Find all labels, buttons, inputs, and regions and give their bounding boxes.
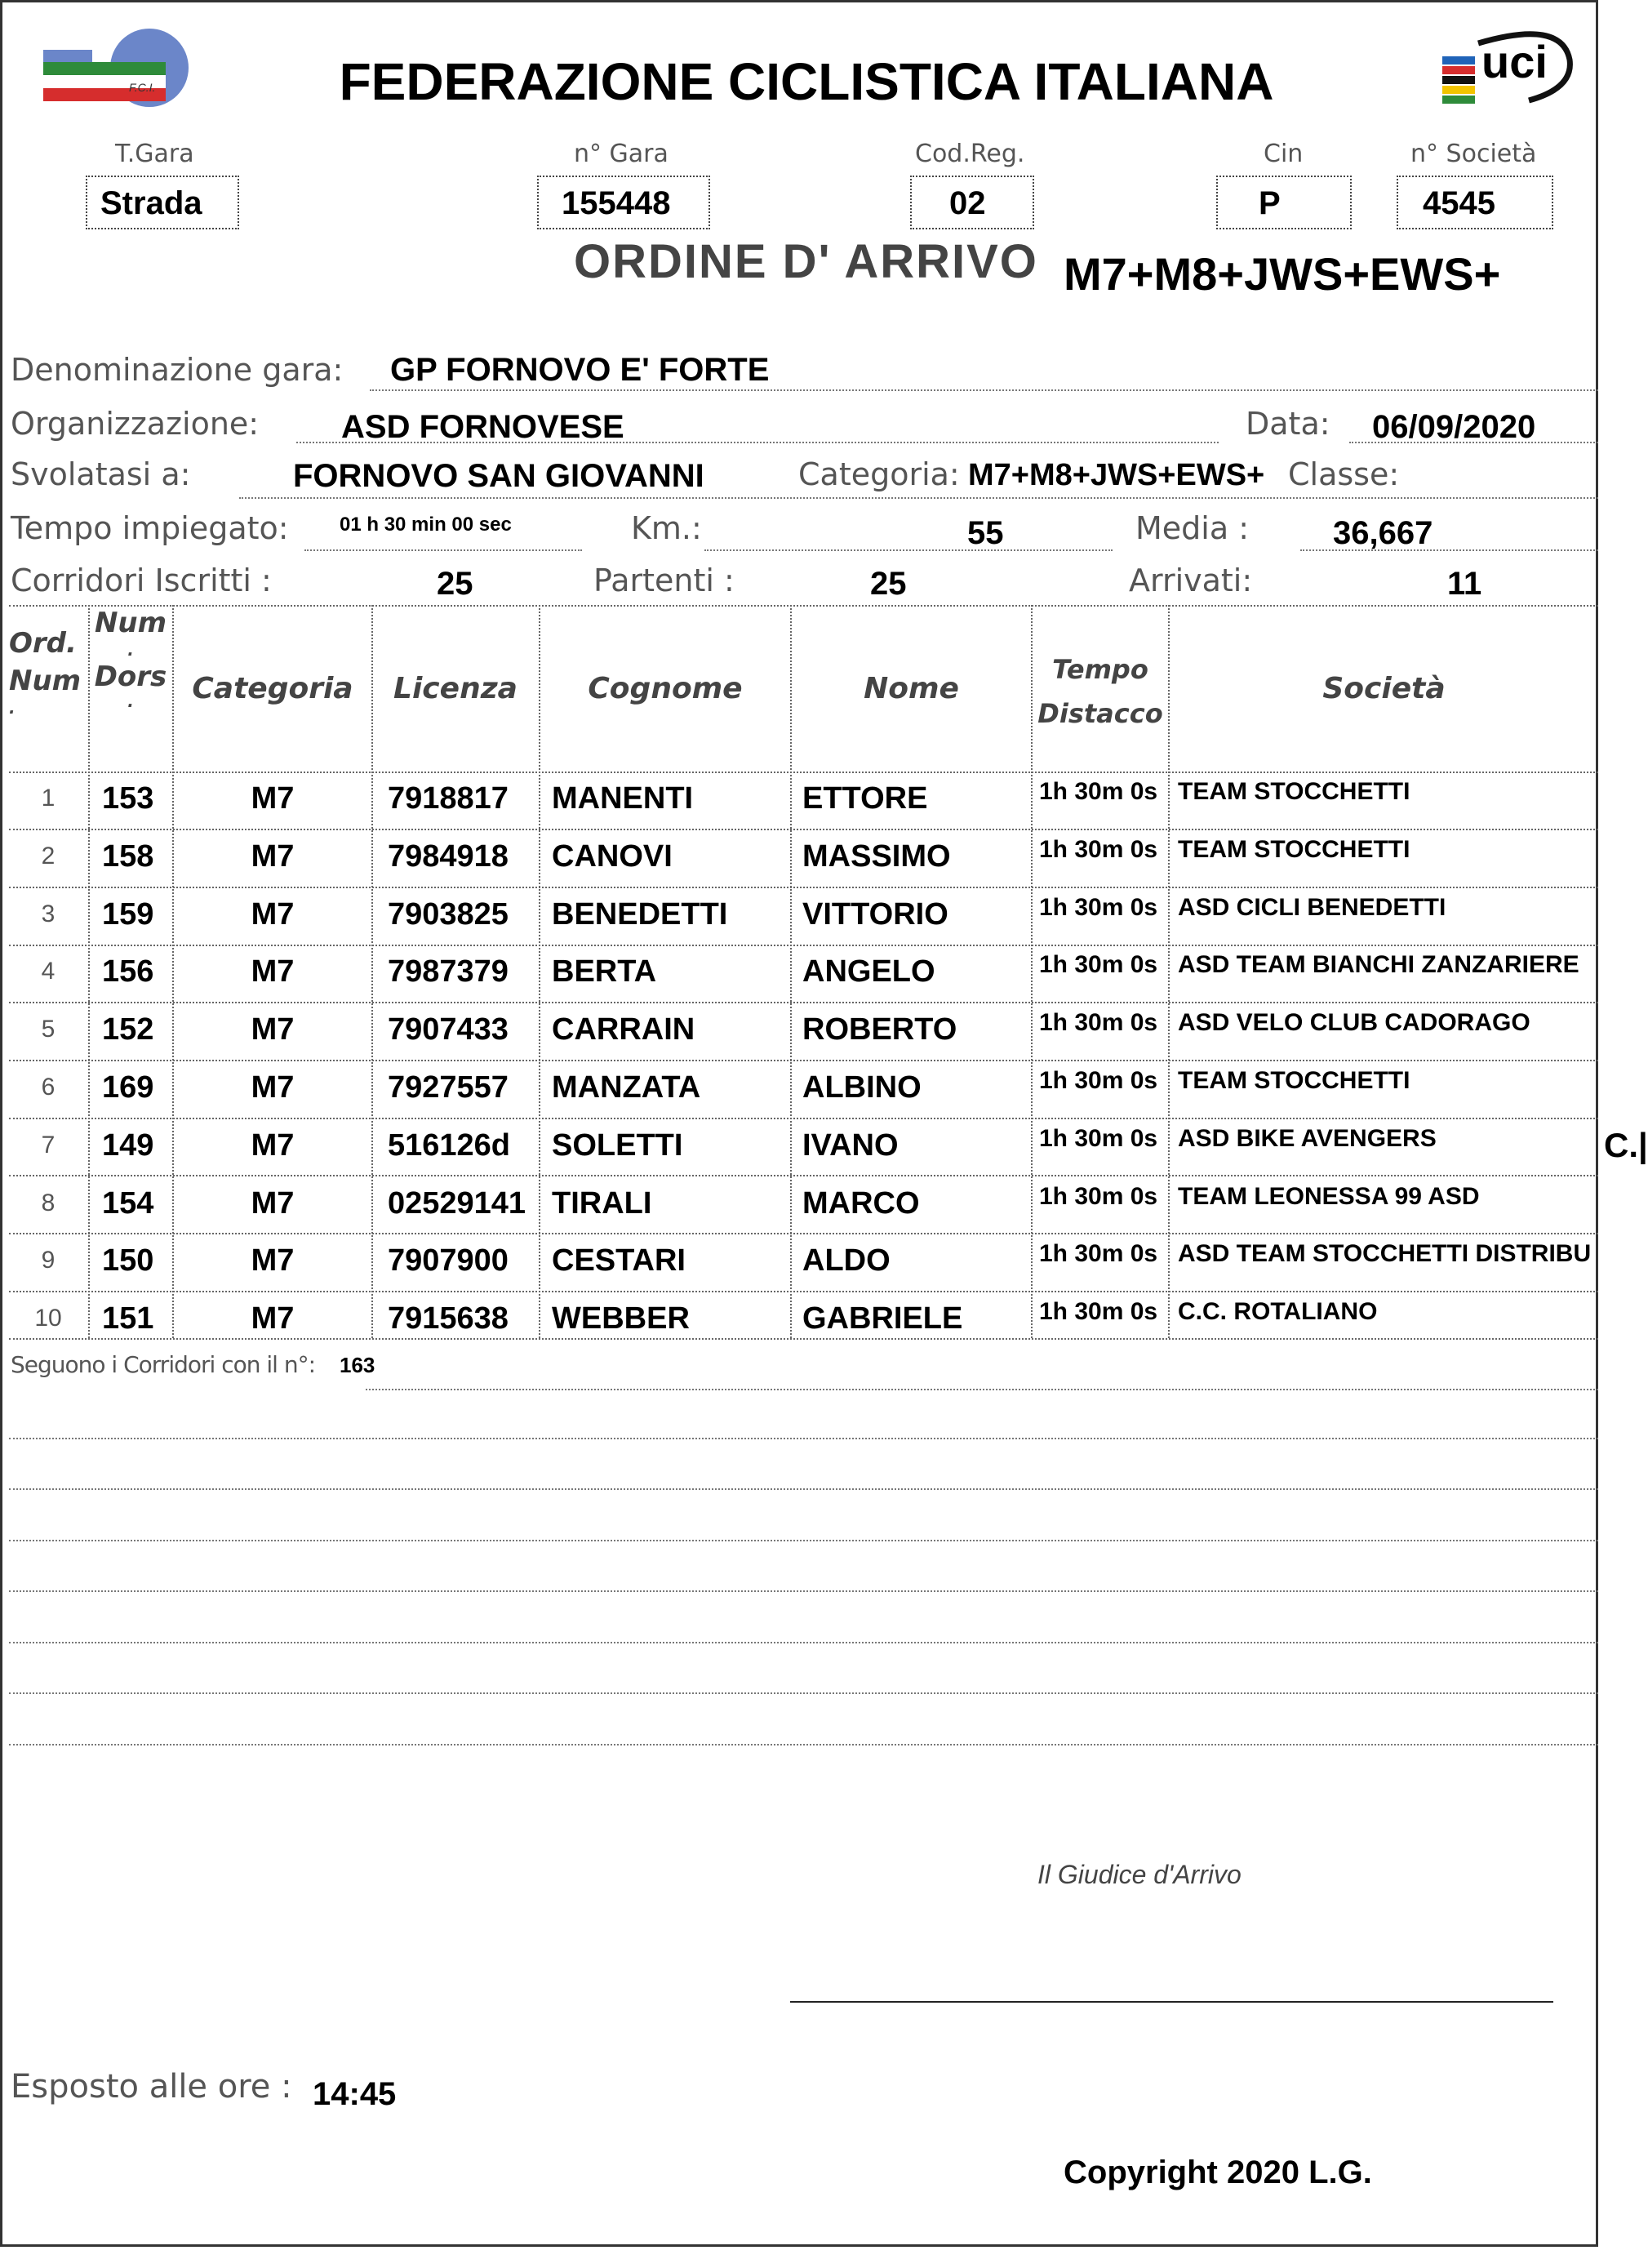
doc-title: ORDINE D' ARRIVO: [574, 235, 1038, 288]
cell-societa: ASD BIKE AVENGERS: [1178, 1124, 1437, 1152]
cell-societa: TEAM STOCCHETTI: [1178, 835, 1410, 863]
cat-value: M7+M8+JWS+EWS+: [968, 458, 1265, 492]
header-ord: [9, 625, 87, 716]
cell-cat: M7: [251, 1070, 295, 1105]
category-banner: M7+M8+JWS+EWS+: [1064, 248, 1501, 300]
cell-cat: M7: [251, 1185, 295, 1221]
cell-num: 159: [102, 896, 154, 932]
tempo-value: 01 h 30 min 00 sec: [340, 514, 512, 536]
ngara-label: n° Gara: [574, 140, 669, 168]
media-label: Media :: [1135, 510, 1250, 546]
cell-nome: ANGELO: [802, 954, 935, 989]
cell-nome: ALBINO: [802, 1070, 922, 1105]
arrivati-label: Arrivati:: [1129, 563, 1253, 598]
giudice-label: Il Giudice d'Arrivo: [1037, 1860, 1242, 1889]
row-line-9: [9, 1291, 1598, 1292]
uci-logo-text: uci: [1481, 36, 1548, 87]
nsoc-value: 4545: [1397, 176, 1553, 229]
cell-nome: ETTORE: [802, 781, 928, 816]
header-ord-1: Ord.: [9, 627, 77, 660]
col-line-7: [1168, 605, 1170, 1338]
cell-societa: TEAM STOCCHETTI: [1178, 778, 1410, 805]
cell-tempo: 1h 30m 0s: [1039, 1124, 1158, 1152]
iscritti-label: Corridori Iscritti :: [11, 563, 272, 598]
table-top-line: [9, 605, 1598, 607]
header-num-1: Num: [94, 607, 167, 639]
seguono-value: 163: [340, 1353, 375, 1377]
signature-line: [790, 2001, 1553, 2003]
row-line-4: [9, 1002, 1598, 1003]
svolta-label: Svolatasi a:: [11, 456, 191, 492]
row-line-3: [9, 945, 1598, 946]
cell-societa: ASD TEAM BIANCHI ZANZARIERE: [1178, 951, 1579, 979]
cell-cognome: MANZATA: [552, 1070, 701, 1105]
col-line-5: [790, 605, 792, 1338]
cell-cognome: MANENTI: [552, 781, 694, 816]
header-bottom-line: [9, 772, 1598, 773]
cell-tempo: 1h 30m 0s: [1039, 1240, 1158, 1268]
cell-nome: ROBERTO: [802, 1012, 957, 1047]
header-nome: Nome: [864, 672, 959, 705]
seguono-line-1: [9, 1438, 1598, 1439]
cell-num: 156: [102, 954, 154, 989]
cell-num: 149: [102, 1127, 154, 1163]
cell-cognome: CARRAIN: [552, 1012, 695, 1047]
row-line-1: [9, 829, 1598, 830]
codreg-value: 02: [910, 176, 1034, 229]
cell-cognome: SOLETTI: [552, 1127, 683, 1163]
overflow-text: C.|: [1604, 1126, 1648, 1164]
header-ord-3: .: [9, 698, 16, 718]
cell-cognome: CANOVI: [552, 838, 673, 874]
cell-tempo: 1h 30m 0s: [1039, 778, 1158, 805]
partenti-label: Partenti :: [593, 563, 735, 598]
cell-tempo: 1h 30m 0s: [1039, 893, 1158, 921]
cell-ord: 5: [41, 1016, 56, 1043]
cell-num: 153: [102, 781, 154, 816]
header-tempo: [1033, 647, 1168, 736]
svolta-value: FORNOVO SAN GIOVANNI: [293, 458, 704, 494]
cell-ord: 7: [41, 1131, 56, 1158]
ngara-value: 155448: [537, 176, 710, 229]
row-line-5: [9, 1060, 1598, 1061]
cell-cognome: BERTA: [552, 954, 657, 989]
cell-lic: 7918817: [388, 781, 509, 816]
cell-lic: 7987379: [388, 954, 509, 989]
cell-num: 152: [102, 1012, 154, 1047]
cell-cat: M7: [251, 838, 295, 874]
cell-tempo: 1h 30m 0s: [1039, 1009, 1158, 1037]
cell-cat: M7: [251, 1127, 295, 1163]
cell-num: 158: [102, 838, 154, 874]
header-licenza: Licenza: [393, 672, 517, 705]
seguono-line-7: [9, 1744, 1598, 1745]
cell-nome: VITTORIO: [802, 896, 948, 932]
cell-cat: M7: [251, 1012, 295, 1047]
seguono-line-5: [9, 1642, 1598, 1643]
denom-value: GP FORNOVO E' FORTE: [390, 352, 770, 388]
cell-ord: 8: [41, 1189, 56, 1216]
cell-cat: M7: [251, 954, 295, 989]
cin-value: P: [1216, 176, 1352, 229]
cell-lic: 516126d: [388, 1127, 511, 1163]
esposto-label: Esposto alle ore :: [11, 2068, 292, 2106]
cell-num: 151: [102, 1301, 154, 1336]
seguono-line-3: [9, 1540, 1598, 1541]
results-table: [2, 2, 1648, 1390]
seguono-line-6: [9, 1692, 1598, 1694]
cell-lic: 7915638: [388, 1301, 509, 1336]
header-categoria: Categoria: [192, 672, 353, 705]
cat-label: Categoria:: [798, 456, 960, 492]
header-num-4: .: [127, 692, 134, 711]
cell-societa: ASD TEAM STOCCHETTI DISTRIBU: [1178, 1240, 1592, 1268]
row-line-2: [9, 887, 1598, 888]
denom-label: Denominazione gara:: [11, 352, 344, 388]
row-line-6: [9, 1118, 1598, 1119]
seguono-line-0: [366, 1389, 1598, 1390]
org-value: ASD FORNOVESE: [341, 409, 624, 445]
row-line-10: [9, 1338, 1598, 1340]
col-line-1: [88, 605, 90, 1338]
cell-ord: 10: [34, 1305, 62, 1332]
nsoc-label: n° Società: [1410, 140, 1537, 168]
tgara-label: T.Gara: [115, 140, 194, 168]
cin-label: Cin: [1264, 140, 1304, 168]
cell-cat: M7: [251, 896, 295, 932]
cell-num: 169: [102, 1070, 154, 1105]
cell-cognome: TIRALI: [552, 1185, 652, 1221]
tempo-label: Tempo impiegato:: [11, 510, 289, 546]
esposto-value: 14:45: [313, 2076, 397, 2112]
header-num-3: Dors: [94, 660, 167, 693]
cell-societa: ASD CICLI BENEDETTI: [1178, 893, 1446, 921]
cell-cognome: WEBBER: [552, 1301, 690, 1336]
km-value: 55: [967, 515, 1004, 551]
km-label: Km.:: [631, 510, 702, 546]
row-line-8: [9, 1233, 1598, 1234]
cell-tempo: 1h 30m 0s: [1039, 1067, 1158, 1094]
cell-societa: ASD VELO CLUB CADORAGO: [1178, 1009, 1530, 1037]
tgara-value: Strada: [86, 176, 239, 229]
cell-lic: 7903825: [388, 896, 509, 932]
arrivati-value: 11: [1447, 566, 1482, 602]
cell-tempo: 1h 30m 0s: [1039, 951, 1158, 979]
header-ord-2: Num: [9, 665, 82, 697]
iscritti-value: 25: [437, 566, 473, 602]
seguono-label: Seguono i Corridori con il n°:: [11, 1351, 316, 1378]
org-label: Organizzazione:: [11, 406, 260, 442]
cell-ord: 9: [41, 1247, 56, 1274]
fci-logo-text: F.C.I.: [129, 81, 156, 94]
cell-ord: 6: [41, 1074, 56, 1101]
cell-ord: 4: [41, 958, 56, 985]
cell-lic: 7907433: [388, 1012, 509, 1047]
header-cognome: Cognome: [588, 672, 743, 705]
header-num-2: .: [127, 640, 134, 660]
seguono-line-4: [9, 1590, 1598, 1592]
partenti-value: 25: [870, 566, 907, 602]
data-label: Data:: [1246, 406, 1330, 442]
cell-nome: GABRIELE: [802, 1301, 963, 1336]
page-title: FEDERAZIONE CICLISTICA ITALIANA: [339, 52, 1274, 111]
cell-lic: 02529141: [388, 1185, 526, 1221]
media-value: 36,667: [1333, 515, 1433, 551]
cell-lic: 7984918: [388, 838, 509, 874]
cell-societa: TEAM LEONESSA 99 ASD: [1178, 1182, 1480, 1210]
codreg-label: Cod.Reg.: [915, 140, 1025, 168]
cell-societa: C.C. ROTALIANO: [1178, 1298, 1378, 1326]
cell-tempo: 1h 30m 0s: [1039, 1298, 1158, 1326]
cell-nome: ALDO: [802, 1243, 891, 1279]
cell-cat: M7: [251, 1243, 295, 1279]
cell-cat: M7: [251, 1301, 295, 1336]
data-value: 06/09/2020: [1372, 409, 1536, 445]
header-num: [89, 608, 172, 711]
row-line-7: [9, 1175, 1598, 1176]
col-line-4: [539, 605, 540, 1338]
cell-societa: TEAM STOCCHETTI: [1178, 1067, 1410, 1094]
seguono-line-2: [9, 1488, 1598, 1490]
cell-nome: IVANO: [802, 1127, 899, 1163]
header-tempo-1: Tempo: [1052, 654, 1148, 685]
cell-cat: M7: [251, 781, 295, 816]
cell-ord: 3: [41, 900, 56, 927]
cell-tempo: 1h 30m 0s: [1039, 1182, 1158, 1210]
cell-num: 154: [102, 1185, 154, 1221]
cell-lic: 7907900: [388, 1243, 509, 1279]
cell-cognome: BENEDETTI: [552, 896, 728, 932]
copyright: Copyright 2020 L.G.: [1064, 2155, 1372, 2190]
classe-label: Classe:: [1288, 456, 1400, 492]
cell-tempo: 1h 30m 0s: [1039, 835, 1158, 863]
header-tempo-2: Distacco: [1037, 698, 1163, 729]
cell-ord: 2: [41, 842, 56, 869]
cell-lic: 7927557: [388, 1070, 509, 1105]
cell-cognome: CESTARI: [552, 1243, 686, 1279]
col-line-3: [371, 605, 373, 1338]
header-societa: Società: [1322, 672, 1446, 705]
cell-nome: MARCO: [802, 1185, 920, 1221]
cell-ord: 1: [41, 785, 56, 812]
cell-nome: MASSIMO: [802, 838, 951, 874]
cell-num: 150: [102, 1243, 154, 1279]
